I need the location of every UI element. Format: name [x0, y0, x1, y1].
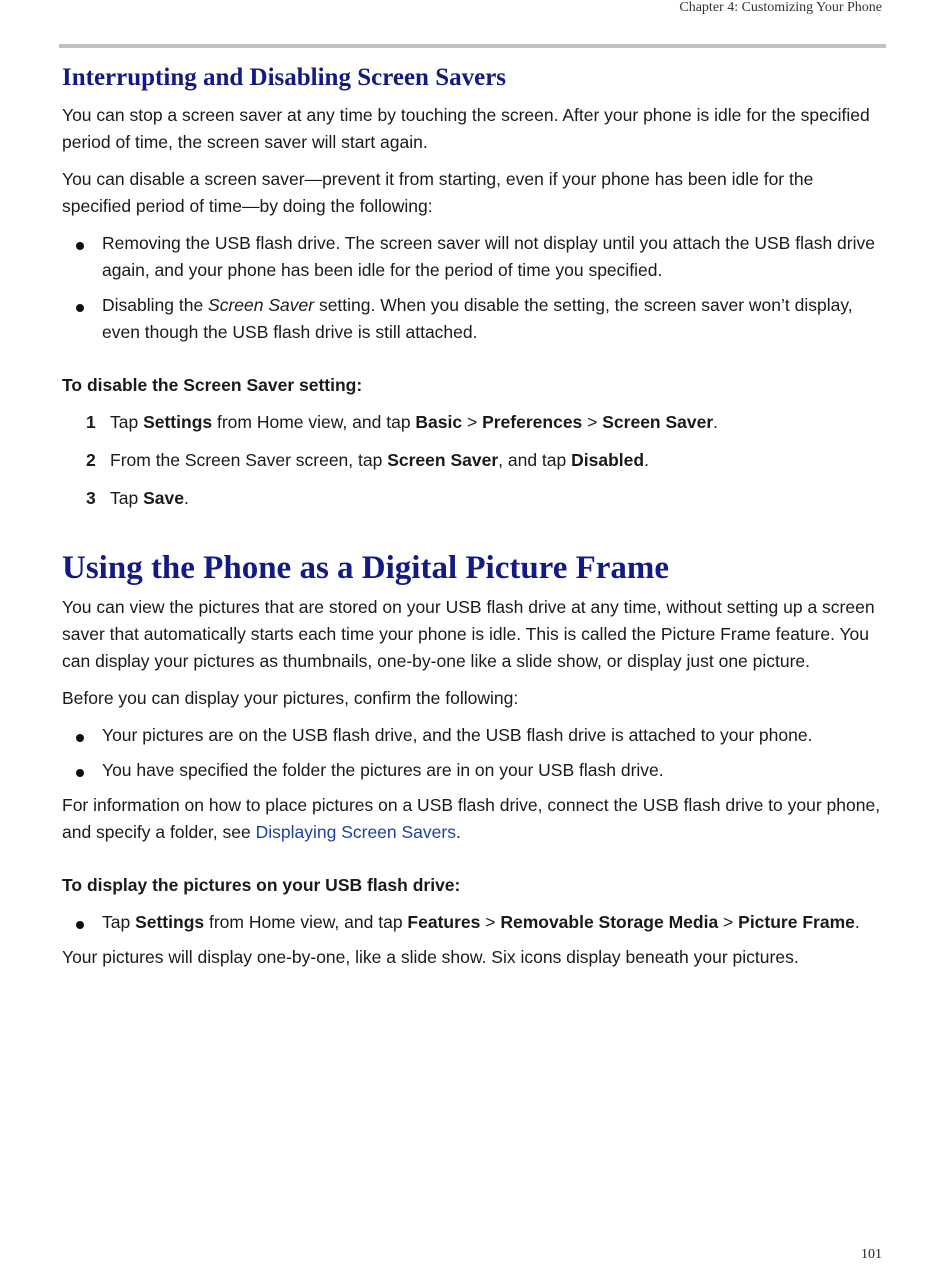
step-text: . — [854, 912, 860, 932]
step-text: from Home view, and tap — [212, 412, 416, 432]
disable-paragraph: You can disable a screen saver—prevent it from starting, even if your phone has been idle for the specified period of time—by doing the following: — [62, 169, 814, 216]
step-ui-term: Preferences — [482, 412, 583, 432]
step-number: 3 — [86, 488, 96, 508]
step-text: Tap — [102, 912, 136, 932]
list-item — [62, 909, 884, 936]
display-steps-list — [62, 909, 884, 936]
more-info-paragraph — [62, 792, 884, 846]
step-text: from Home view, and tap — [204, 912, 408, 932]
step-ui-term: Screen Saver — [602, 412, 714, 432]
step-ui-term: Disabled — [571, 450, 645, 470]
step-text: Tap — [110, 412, 144, 432]
step-separator: > — [718, 912, 739, 932]
list-item — [62, 230, 884, 284]
list-item-text-after: setting. When you disable the setting, the screen saver won’t display, even though the USB flash drive is still attached. — [102, 295, 853, 342]
screen-saver-setting-name: Screen Saver — [208, 295, 315, 315]
prerequisites-list — [62, 722, 884, 784]
disable-methods-list — [62, 230, 884, 346]
step-ui-term: Save — [143, 488, 184, 508]
step-item — [62, 485, 884, 512]
section-heading-picture-frame: Using the Phone as a Digital Picture Frame — [62, 550, 670, 586]
list-item — [62, 722, 884, 749]
step-text: From the Screen Saver screen, tap — [110, 450, 388, 470]
list-item-text: Removing the USB flash drive. The screen saver will not display until you attach the USB flash drive again, and your phone has been idle for the period of time you specified. — [102, 233, 875, 280]
chapter-header: Chapter 4: Customizing Your Phone — [679, 0, 882, 15]
step-number: 1 — [86, 412, 96, 432]
intro-paragraph: You can stop a screen saver at any time by touching the screen. After your phone is idle for the specified period of time, the screen saver will start again. — [62, 105, 870, 152]
step-text: . — [713, 412, 719, 432]
step-separator: > — [480, 912, 501, 932]
closing-paragraph: Your pictures will display one-by-one, like a slide show. Six icons display beneath your pictures. — [62, 947, 799, 967]
step-ui-term: Screen Saver — [387, 450, 499, 470]
disable-steps-list — [62, 409, 884, 512]
list-item — [62, 757, 884, 784]
paragraph-text: . — [455, 822, 461, 842]
step-ui-term: Removable Storage Media — [500, 912, 719, 932]
displaying-screen-savers-link[interactable]: Displaying Screen Savers — [255, 822, 456, 842]
list-item-text: You have specified the folder the pictures are in on your USB flash drive. — [102, 760, 664, 780]
step-separator: > — [582, 412, 603, 432]
step-item — [62, 447, 884, 474]
step-separator: > — [462, 412, 483, 432]
bullet-icon — [76, 921, 84, 929]
step-ui-term: Picture Frame — [738, 912, 855, 932]
step-item — [62, 409, 884, 436]
procedure-title-disable: To disable the Screen Saver setting: — [62, 375, 363, 395]
bullet-icon — [76, 242, 84, 250]
step-text: , and tap — [498, 450, 572, 470]
paragraph-text: For information on how to place pictures on a USB flash drive, connect the USB flash drive to your phone, and specify a folder, see — [62, 795, 881, 842]
step-text: . — [183, 488, 189, 508]
step-number: 2 — [86, 450, 96, 470]
step-ui-term: Basic — [415, 412, 463, 432]
step-text: Tap — [110, 488, 144, 508]
list-item-text: Your pictures are on the USB flash drive, and the USB flash drive is attached to your phone. — [102, 725, 813, 745]
picture-frame-intro: You can view the pictures that are stored on your USB flash drive at any time, without setting up a screen saver that automatically starts each time your phone is idle. This is called the Picture Frame feature. You can display your pictures as thumbnails, one-by-one like a slide show, or display just one picture. — [62, 597, 875, 671]
list-item — [62, 292, 884, 346]
procedure-title-display: To display the pictures on your USB flash drive: — [62, 875, 461, 895]
step-text: . — [644, 450, 649, 470]
step-ui-term: Settings — [135, 912, 205, 932]
step-ui-term: Settings — [143, 412, 213, 432]
bullet-icon — [76, 304, 84, 312]
step-ui-term: Features — [407, 912, 481, 932]
list-item-text-before: Disabling the — [102, 295, 209, 315]
section-heading-screen-savers: Interrupting and Disabling Screen Savers — [62, 64, 507, 91]
page-number: 101 — [861, 1247, 882, 1262]
bullet-icon — [76, 769, 84, 777]
prerequisites-intro: Before you can display your pictures, confirm the following: — [62, 688, 519, 708]
bullet-icon — [76, 734, 84, 742]
header-rule — [59, 44, 886, 48]
page-content — [62, 60, 884, 981]
